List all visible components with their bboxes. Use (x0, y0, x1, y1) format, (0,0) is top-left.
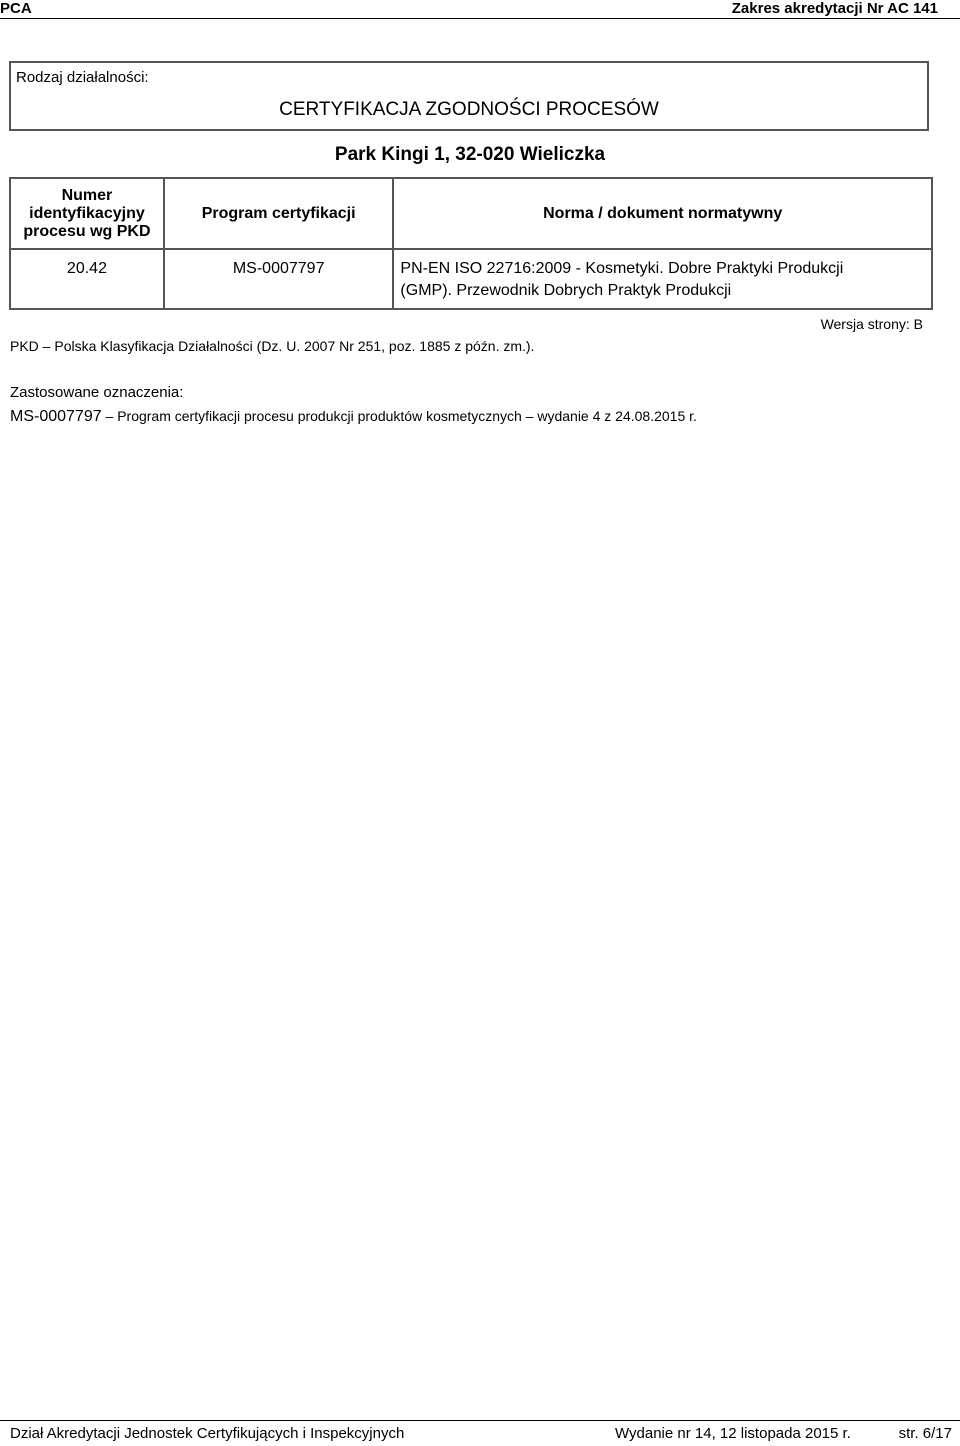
designation-description: – Program certyfikacji procesu produkcji produktów kosmetycznych – wydanie 4 z 24.08.2015 r. (101, 408, 697, 424)
activity-label: Rodzaj działalności: (16, 69, 149, 86)
activity-title: CERTYFIKACJA ZGODNOŚCI PROCESÓW (279, 99, 659, 120)
cell-norm (393, 249, 932, 309)
header-norm: Norma / dokument normatywny (393, 178, 932, 249)
cell-program: MS-0007797 (164, 249, 394, 309)
footer-department: Dział Akredytacji Jednostek Certyfikujących i Inspekcyjnych (10, 1425, 405, 1442)
pkd-note: PKD – Polska Klasyfikacja Działalności (Dz. U. 2007 Nr 251, poz. 1885 z późn. zm.). (10, 338, 535, 354)
address: Park Kingi 1, 32-020 Wieliczka (334, 144, 606, 165)
scope-table (9, 177, 933, 310)
designation-code: MS-0007797 (10, 408, 102, 425)
footer-divider (0, 1420, 960, 1421)
norm-line-2: (GMP). Przewodnik Dobrych Praktyk Produkcji (400, 282, 732, 299)
header-pkd-number: Numer identyfikacyjny procesu wg PKD (10, 178, 164, 249)
footer-page-number: str. 6/17 (898, 1425, 952, 1442)
norm-line-1: PN-EN ISO 22716:2009 - Kosmetyki. Dobre Praktyki Produkcji (400, 260, 844, 277)
header-program: Program certyfikacji (164, 178, 394, 249)
page-version: Wersja strony: B (820, 316, 923, 332)
cell-pkd: 20.42 (10, 249, 164, 309)
header-divider (0, 18, 960, 19)
footer-edition: Wydanie nr 14, 12 listopada 2015 r. (615, 1425, 851, 1442)
table-row (10, 249, 932, 309)
header-pca: PCA (0, 0, 32, 17)
applied-designation (10, 408, 697, 426)
applied-designations-label: Zastosowane oznaczenia: (10, 384, 184, 401)
activity-box (9, 61, 929, 131)
header-scope-number: Zakres akredytacji Nr AC 141 (731, 0, 938, 17)
table-header-row (10, 178, 932, 249)
